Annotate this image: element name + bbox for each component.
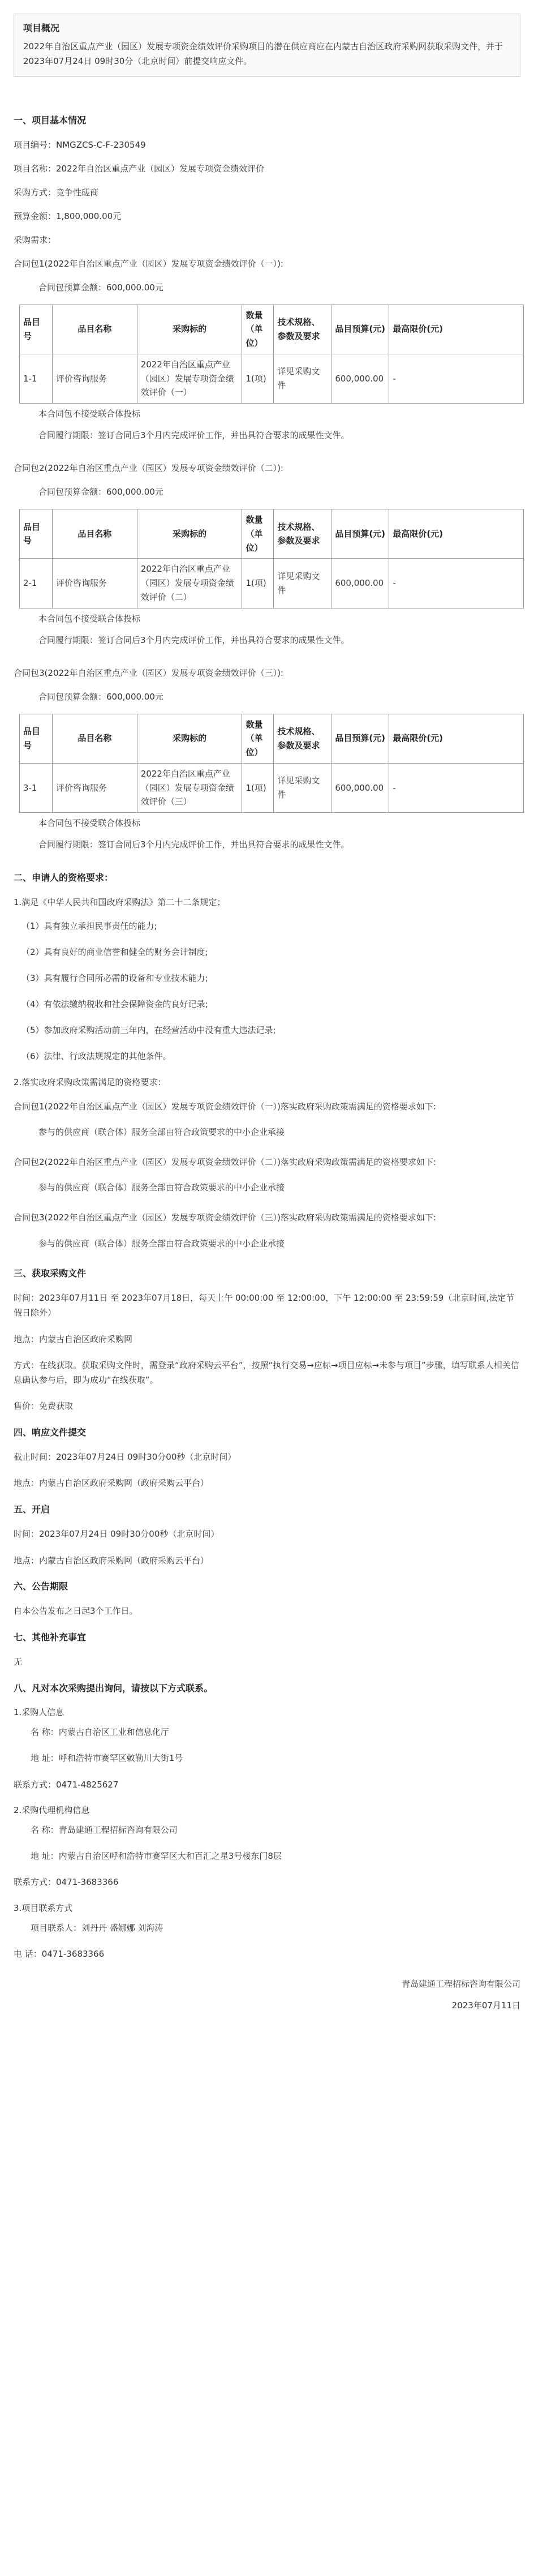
header-subject: 采购标的	[137, 509, 242, 559]
qualification-item: （5）参加政府采购活动前三年内，在经营活动中没有重大违法记录;	[21, 1025, 276, 1035]
cell-quantity: 1(项)	[242, 559, 274, 608]
obtain-price: 售价：免费获取	[14, 1401, 74, 1412]
overview-text: 2022年自治区重点产业（园区）发展专项资金绩效评价采购项目的潜在供应商应在内蒙古自治区政府采购网获取采购文件，并于 2023年07月24日 09时30分（北京时间）前提交响应文件。	[23, 41, 503, 66]
opening-time: 时间：2023年07月24日 09时30分00秒（北京时间）	[14, 1529, 219, 1540]
submission-place: 地点：内蒙古自治区政府采购网（政府采购云平台）	[14, 1478, 209, 1489]
cell-item-name: 评价咨询服务	[52, 559, 137, 608]
buyer-info-title: 1.采购人信息	[14, 1707, 64, 1718]
policy-package-detail: 参与的供应商（联合体）服务全部由符合政策要求的中小企业承接	[38, 1127, 285, 1138]
policy-intro: 2.落实政府采购政策需满足的资格要求：	[14, 1077, 166, 1087]
procurement-method: 采购方式：竞争性磋商	[14, 187, 99, 198]
header-quantity: 数量（单位）	[242, 714, 274, 763]
cell-quantity: 1(项)	[242, 354, 274, 403]
package-performance-period: 合同履行期限：签订合同后3个月内完成评价工作，并出具符合要求的成果性文件。	[38, 430, 350, 441]
cell-item-no: 2-1	[20, 559, 53, 608]
header-item-name: 品目名称	[52, 305, 137, 354]
project-number: 项目编号：NMGZCS-C-F-230549	[14, 139, 146, 150]
cell-item-budget: 600,000.00	[331, 763, 389, 812]
header-max-price: 最高限价(元)	[389, 509, 524, 559]
header-max-price: 最高限价(元)	[389, 305, 524, 354]
qualification-item: （6）法律、行政法规规定的其他条件。	[21, 1051, 171, 1061]
package-consortium-note: 本合同包不接受联合体投标	[38, 409, 141, 419]
cell-item-budget: 600,000.00	[331, 354, 389, 403]
header-item-no: 品目号	[20, 714, 53, 763]
section-contact-title: 八、凡对本次采购提出询问，请按以下方式联系。	[14, 1682, 213, 1694]
cell-item-name: 评价咨询服务	[52, 763, 137, 812]
project-contact-phone: 电 话：0471-3683366	[14, 1948, 105, 1959]
qualification-item: （3）具有履行合同所必需的设备和专业技术能力;	[21, 972, 208, 983]
table-row	[20, 763, 524, 812]
header-max-price: 最高限价(元)	[389, 714, 524, 763]
header-spec: 技术规格、参数及要求	[274, 305, 331, 354]
opening-place: 地点：内蒙古自治区政府采购网（政府采购云平台）	[14, 1555, 209, 1566]
buyer-address: 地 址：呼和浩特市赛罕区敕勒川大街1号	[31, 1753, 183, 1764]
section-opening-title: 五、开启	[14, 1503, 50, 1515]
cell-item-no: 3-1	[20, 763, 53, 812]
obtain-time: 时间：2023年07月11日 至 2023年07月18日，每天上午 00:00:00 至 12:00:00，下午 12:00:00 至 23:59:59（北京时间,法定节假日除外）	[14, 1293, 515, 1318]
policy-package-text: 合同包2(2022年自治区重点产业（园区）发展专项资金绩效评价（二）)落实政府采购政策需满足的资格要求如下:	[14, 1157, 436, 1168]
agency-address: 地 址：内蒙古自治区呼和浩特市赛罕区大和百汇之星3号楼东门8层	[31, 1851, 282, 1862]
package-performance-period: 合同履行期限：签订合同后3个月内完成评价工作，并出具符合要求的成果性文件。	[38, 839, 350, 850]
header-item-budget: 品目预算(元)	[331, 509, 389, 559]
policy-package-detail: 参与的供应商（联合体）服务全部由符合政策要求的中小企业承接	[38, 1238, 285, 1249]
obtain-place: 地点：内蒙古自治区政府采购网	[14, 1334, 133, 1344]
section-qualification-title: 二、申请人的资格要求：	[14, 872, 114, 884]
header-item-budget: 品目预算(元)	[331, 305, 389, 354]
policy-package-text: 合同包1(2022年自治区重点产业（园区）发展专项资金绩效评价（一）)落实政府采购政策需满足的资格要求如下:	[14, 1101, 436, 1112]
cell-spec: 详见采购文件	[274, 354, 331, 403]
qualification-item: （2）具有良好的商业信誉和健全的财务会计制度;	[21, 946, 208, 957]
cell-max-price: -	[389, 763, 524, 812]
signature-block	[14, 1977, 520, 2012]
section-other-matters-title: 七、其他补充事宜	[14, 1631, 87, 1643]
section-basic-info-title: 一、项目基本情况	[14, 115, 87, 126]
cell-spec: 详见采购文件	[274, 559, 331, 608]
signature-date: 2023年07月11日	[451, 2000, 520, 2011]
qualification-item: （4）有依法缴纳税收和社会保障资金的良好记录;	[21, 998, 208, 1009]
cell-spec: 详见采购文件	[274, 763, 331, 812]
package-title: 合同包3(2022年自治区重点产业（园区）发展专项资金绩效评价（三）):	[14, 667, 283, 678]
project-contact-person: 项目联系人：刘丹丹 盛娜娜 刘海涛	[31, 1922, 163, 1933]
header-subject: 采购标的	[137, 714, 242, 763]
header-item-name: 品目名称	[52, 509, 137, 559]
agency-phone: 联系方式：0471-3683366	[14, 1877, 119, 1888]
section-notice-period-title: 六、公告期限	[14, 1580, 68, 1592]
qualification-item: （1）具有独立承担民事责任的能力;	[21, 920, 157, 931]
header-quantity: 数量（单位）	[242, 305, 274, 354]
cell-max-price: -	[389, 559, 524, 608]
header-quantity: 数量（单位）	[242, 509, 274, 559]
policy-package-text: 合同包3(2022年自治区重点产业（园区）发展专项资金绩效评价（三）)落实政府采购政策需满足的资格要求如下:	[14, 1212, 436, 1223]
table-row	[20, 354, 524, 403]
package-consortium-note: 本合同包不接受联合体投标	[38, 818, 141, 829]
submission-deadline: 截止时间：2023年07月24日 09时30分00秒（北京时间）	[14, 1452, 236, 1463]
project-name: 项目名称：2022年自治区重点产业（园区）发展专项资金绩效评价	[14, 163, 265, 174]
package-budget: 合同包预算金额：600,000.00元	[38, 487, 163, 498]
table-header-row	[20, 509, 524, 559]
qualification-intro: 1.满足《中华人民共和国政府采购法》第二十二条规定；	[14, 897, 226, 907]
policy-package-detail: 参与的供应商（联合体）服务全部由符合政策要求的中小企业承接	[38, 1182, 285, 1193]
header-item-name: 品目名称	[52, 714, 137, 763]
section-obtain-docs-title: 三、获取采购文件	[14, 1267, 87, 1279]
package-consortium-note: 本合同包不接受联合体投标	[38, 613, 141, 624]
package-table	[19, 509, 524, 608]
package-table	[19, 305, 524, 404]
overview-title: 项目概况	[23, 23, 60, 33]
section-submission-title: 四、响应文件提交	[14, 1426, 87, 1438]
header-spec: 技术规格、参数及要求	[274, 714, 331, 763]
agency-name: 名 称：青岛建通工程招标咨询有限公司	[31, 1824, 178, 1835]
cell-item-no: 1-1	[20, 354, 53, 403]
cell-item-budget: 600,000.00	[331, 559, 389, 608]
table-header-row	[20, 714, 524, 763]
package-performance-period: 合同履行期限：签订合同后3个月内完成评价工作，并出具符合要求的成果性文件。	[38, 635, 350, 645]
package-budget: 合同包预算金额：600,000.00元	[38, 691, 163, 702]
other-matters-text: 无	[14, 1657, 23, 1668]
table-row	[20, 559, 524, 608]
signature-company: 青岛建通工程招标咨询有限公司	[401, 1979, 520, 1990]
project-overview-box	[14, 14, 520, 77]
cell-subject: 2022年自治区重点产业（园区）发展专项资金绩效评价（三）	[137, 763, 242, 812]
package-budget: 合同包预算金额：600,000.00元	[38, 282, 163, 293]
cell-subject: 2022年自治区重点产业（园区）发展专项资金绩效评价（二）	[137, 559, 242, 608]
cell-subject: 2022年自治区重点产业（园区）发展专项资金绩效评价（一）	[137, 354, 242, 403]
header-spec: 技术规格、参数及要求	[274, 509, 331, 559]
cell-quantity: 1(项)	[242, 763, 274, 812]
package-table	[19, 714, 524, 813]
header-item-no: 品目号	[20, 509, 53, 559]
notice-period-text: 自本公告发布之日起3个工作日。	[14, 1606, 138, 1617]
obtain-method: 方式：在线获取。获取采购文件时，需登录“政府采购云平台”，按照“执行交易→应标→项目应标→未参与项目”步骤，填写联系人相关信息确认参与后，即为成功“在线获取”。	[14, 1360, 519, 1386]
header-item-budget: 品目预算(元)	[331, 714, 389, 763]
buyer-phone: 联系方式：0471-4825627	[14, 1779, 119, 1790]
cell-item-name: 评价咨询服务	[52, 354, 137, 403]
project-contact-title: 3.项目联系方式	[14, 1902, 73, 1913]
budget-amount: 预算金额：1,800,000.00元	[14, 211, 122, 221]
table-header-row	[20, 305, 524, 354]
header-item-no: 品目号	[20, 305, 53, 354]
header-subject: 采购标的	[137, 305, 242, 354]
agency-info-title: 2.采购代理机构信息	[14, 1805, 90, 1815]
package-title: 合同包1(2022年自治区重点产业（园区）发展专项资金绩效评价（一）):	[14, 258, 283, 269]
procurement-demand-label: 采购需求：	[14, 234, 57, 245]
cell-max-price: -	[389, 354, 524, 403]
buyer-name: 名 称：内蒙古自治区工业和信息化厅	[31, 1727, 169, 1738]
package-title: 合同包2(2022年自治区重点产业（园区）发展专项资金绩效评价（二）):	[14, 463, 283, 474]
